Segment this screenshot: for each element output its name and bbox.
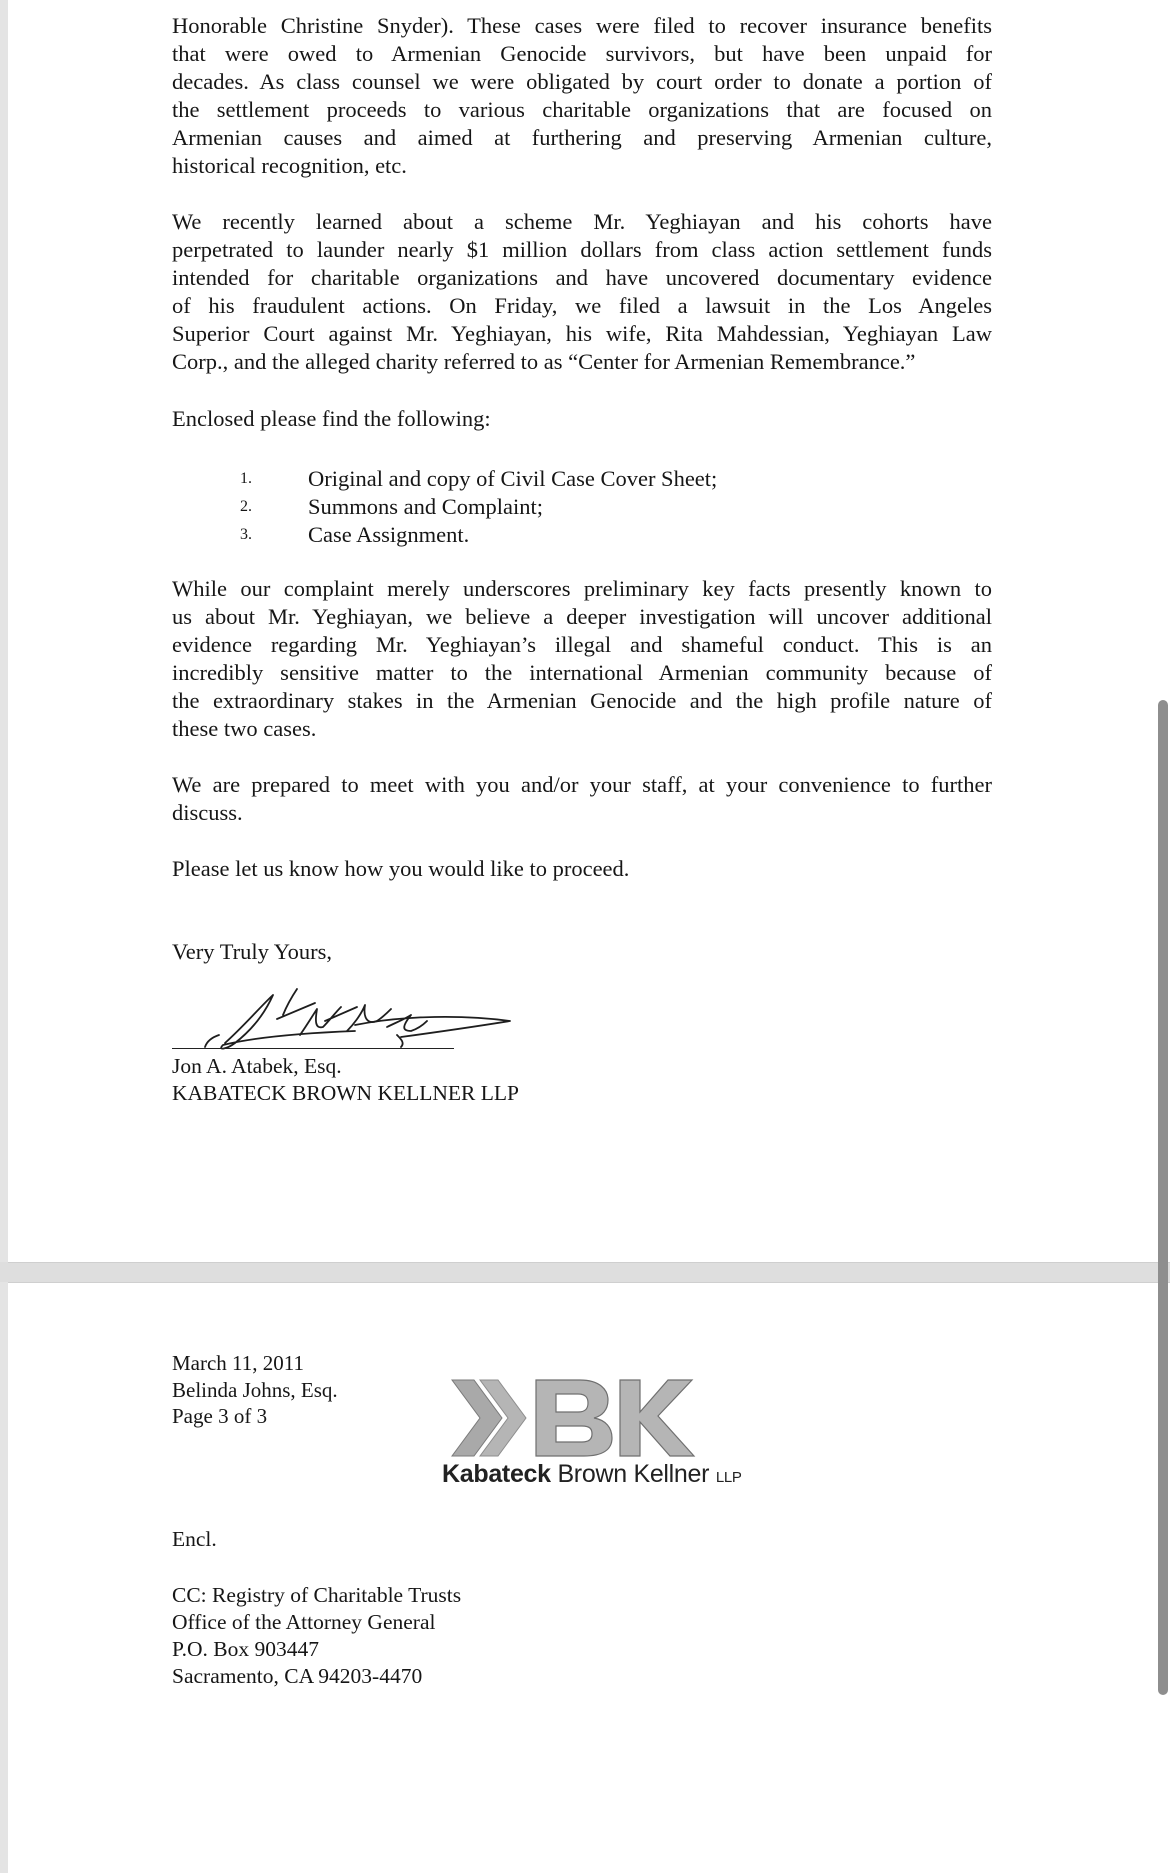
list-text: Summons and Complaint; [308,494,544,519]
text-line: historical recognition, etc. [172,153,407,178]
text-line: the extraordinary stakes in the Armenian Genocide and the high profile nature of [172,688,992,713]
text-line: decades. As class counsel we were obligated by court order to donate a portion of [172,69,992,94]
kbk-monogram-icon [440,1372,770,1462]
list-number: 2. [240,498,252,515]
text-line: We recently learned about a scheme Mr. Yeghiayan and his cohorts have [172,209,992,234]
cc-line: Office of the Attorney General [172,1610,436,1634]
text-line: evidence regarding Mr. Yeghiayan’s illegal and shameful conduct. This is an [172,632,992,657]
letter-header [172,1350,338,1430]
list-item [240,493,717,521]
text-line: that were owed to Armenian Genocide survivors, but have been unpaid for [172,41,992,66]
page-number: Page 3 of 3 [172,1404,268,1428]
text-line: of his fraudulent actions. On Friday, we filed a lawsuit in the Los Angeles [172,293,992,318]
closing: Very Truly Yours, [172,939,333,964]
list-item [240,521,717,549]
text-line: discuss. [172,800,243,825]
signer-name: Jon A. Atabek, Esq. [172,1054,342,1078]
paragraph-insurance-cases [172,12,992,180]
text-line: While our complaint merely underscores preliminary key facts presently known to [172,576,992,601]
paragraph-meeting [172,771,992,827]
enclosed-intro: Enclosed please find the following: [172,406,491,431]
text-line: these two cases. [172,716,317,741]
text-line: intended for charitable organizations and have uncovered documentary evidence [172,265,992,290]
paragraph-proceed: Please let us know how you would like to proceed. [172,856,630,881]
text-line: Armenian causes and aimed at furthering and preserving Armenian culture, [172,125,992,150]
list-number: 1. [240,470,252,487]
cc-block [172,1582,461,1690]
list-number: 3. [240,526,252,543]
enclosure-list [240,465,717,549]
paragraph-scheme [172,208,992,376]
text-line: Superior Court against Mr. Yeghiayan, his wife, Rita Mahdessian, Yeghiayan Law [172,321,992,346]
page-gap [0,1262,1170,1282]
text-line: us about Mr. Yeghiayan, we believe a deeper investigation will uncover additional [172,604,992,629]
signer-firm: KABATECK BROWN KELLNER LLP [172,1081,519,1105]
text-line: Corp., and the alleged charity referred to as “Center for Armenian Remembrance.” [172,349,916,374]
text-line: incredibly sensitive matter to the international Armenian community because of [172,660,992,685]
letter-date: March 11, 2011 [172,1351,304,1375]
cc-line: CC: Registry of Charitable Trusts [172,1583,462,1607]
firm-wordmark [442,1460,742,1489]
text-line: Honorable Christine Snyder). These cases were filed to recover insurance benefits [172,13,992,38]
text-line: the settlement proceeds to various charitable organizations that are focused on [172,97,992,122]
cc-line: P.O. Box 903447 [172,1637,319,1661]
signature-line [172,1048,454,1049]
text-line: perpetrated to launder nearly $1 million dollars from class action settlement funds [172,237,992,262]
enclosure-note: Encl. [172,1527,217,1551]
wordmark-regular: Brown Kellner [557,1460,710,1488]
list-item [240,465,717,493]
letter-recipient: Belinda Johns, Esq. [172,1377,338,1402]
vertical-scrollbar[interactable] [1158,700,1168,1695]
text-line: We are prepared to meet with you and/or your staff, at your convenience to further [172,772,992,797]
list-text: Case Assignment. [308,522,470,547]
wordmark-bold: Kabateck [442,1460,551,1488]
cc-line: Sacramento, CA 94203-4470 [172,1664,423,1688]
paragraph-investigation [172,575,992,743]
wordmark-suffix: LLP [715,1469,742,1486]
list-text: Original and copy of Civil Case Cover Sheet; [308,466,718,491]
signature-image [165,985,525,1055]
